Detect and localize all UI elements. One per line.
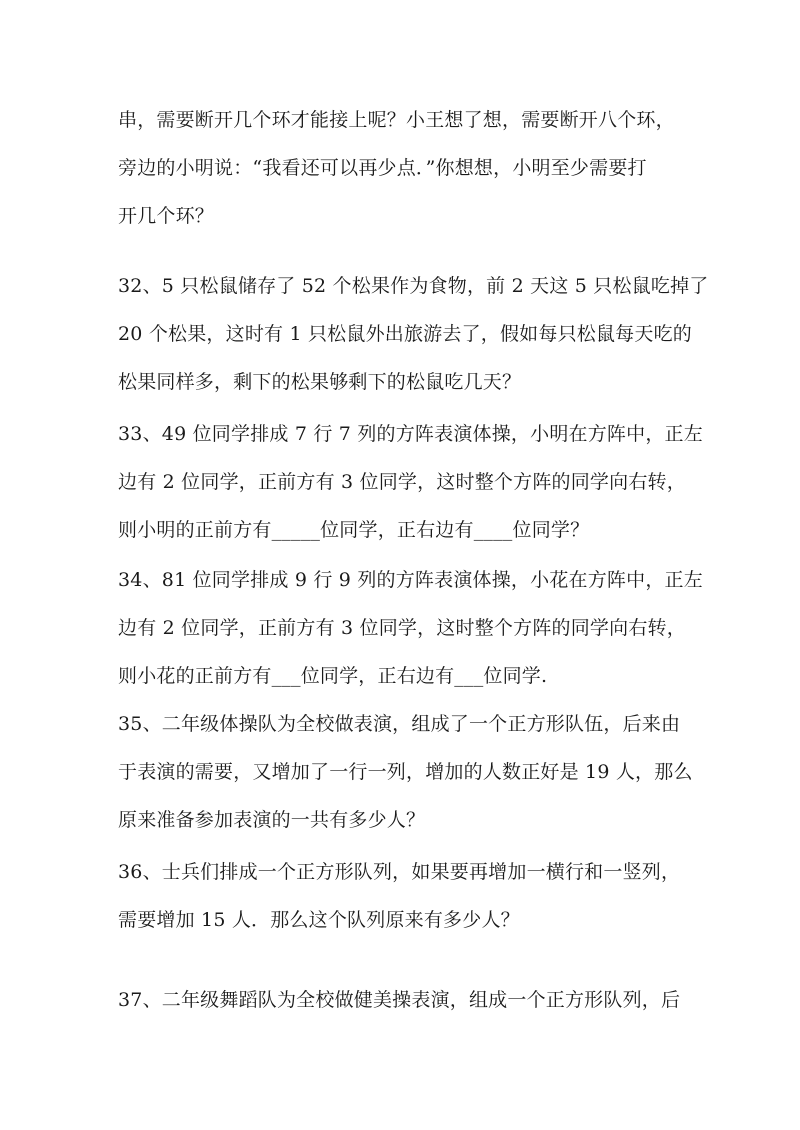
text-line: 边有 2 位同学，正前方有 3 位同学，这时整个方阵的同学向右转， bbox=[118, 471, 686, 493]
text-line: 需要增加 15 人．那么这个队列原来有多少人？ bbox=[118, 909, 520, 931]
text-line: 串，需要断开几个环才能接上呢？小王想了想，需要断开八个环， bbox=[118, 109, 675, 131]
problem-31-continuation bbox=[118, 96, 698, 240]
problem-33 bbox=[118, 410, 703, 554]
text-line: 32、5 只松鼠储存了 52 个松果作为食物，前 2 天这 5 只松鼠吃掉了 bbox=[118, 275, 709, 297]
text-line: 于表演的需要，又增加了一行一列，增加的人数正好是 19 人，那么 bbox=[118, 761, 693, 783]
text-line: 35、二年级体操队为全校做表演，组成了一个正方形队伍，后来由 bbox=[118, 713, 681, 735]
text-line: 36、士兵们排成一个正方形队列，如果要再增加一横行和一竖列， bbox=[118, 861, 681, 883]
text-line: 开几个环？ bbox=[118, 205, 215, 227]
text-line: 边有 2 位同学，正前方有 3 位同学，这时整个方阵的同学向右转， bbox=[118, 617, 686, 639]
text-line: 则小明的正前方有_____位同学，正右边有____位同学？ bbox=[118, 519, 590, 541]
text-line: 原来准备参加表演的一共有多少人？ bbox=[118, 809, 426, 831]
text-line: 则小花的正前方有___位同学，正右边有___位同学. bbox=[118, 665, 548, 687]
text-line: 20 个松果，这时有 1 只松鼠外出旅游去了，假如每只松鼠每天吃的 bbox=[118, 323, 692, 345]
text-line: 旁边的小明说：“我看还可以再少点．”你想想，小明至少需要打 bbox=[118, 157, 647, 179]
problem-35 bbox=[118, 700, 698, 844]
problem-34 bbox=[118, 556, 703, 700]
problem-32 bbox=[118, 262, 709, 406]
problem-37 bbox=[118, 976, 698, 1024]
text-line: 松果同样多，剩下的松果够剩下的松鼠吃几天？ bbox=[118, 371, 522, 393]
text-line: 37、二年级舞蹈队为全校做健美操表演，组成一个正方形队列，后 bbox=[118, 989, 681, 1011]
text-line: 33、49 位同学排成 7 行 7 列的方阵表演体操，小明在方阵中，正左 bbox=[118, 423, 703, 445]
text-line: 34、81 位同学排成 9 行 9 列的方阵表演体操，小花在方阵中，正左 bbox=[118, 569, 703, 591]
problem-36 bbox=[118, 848, 698, 944]
